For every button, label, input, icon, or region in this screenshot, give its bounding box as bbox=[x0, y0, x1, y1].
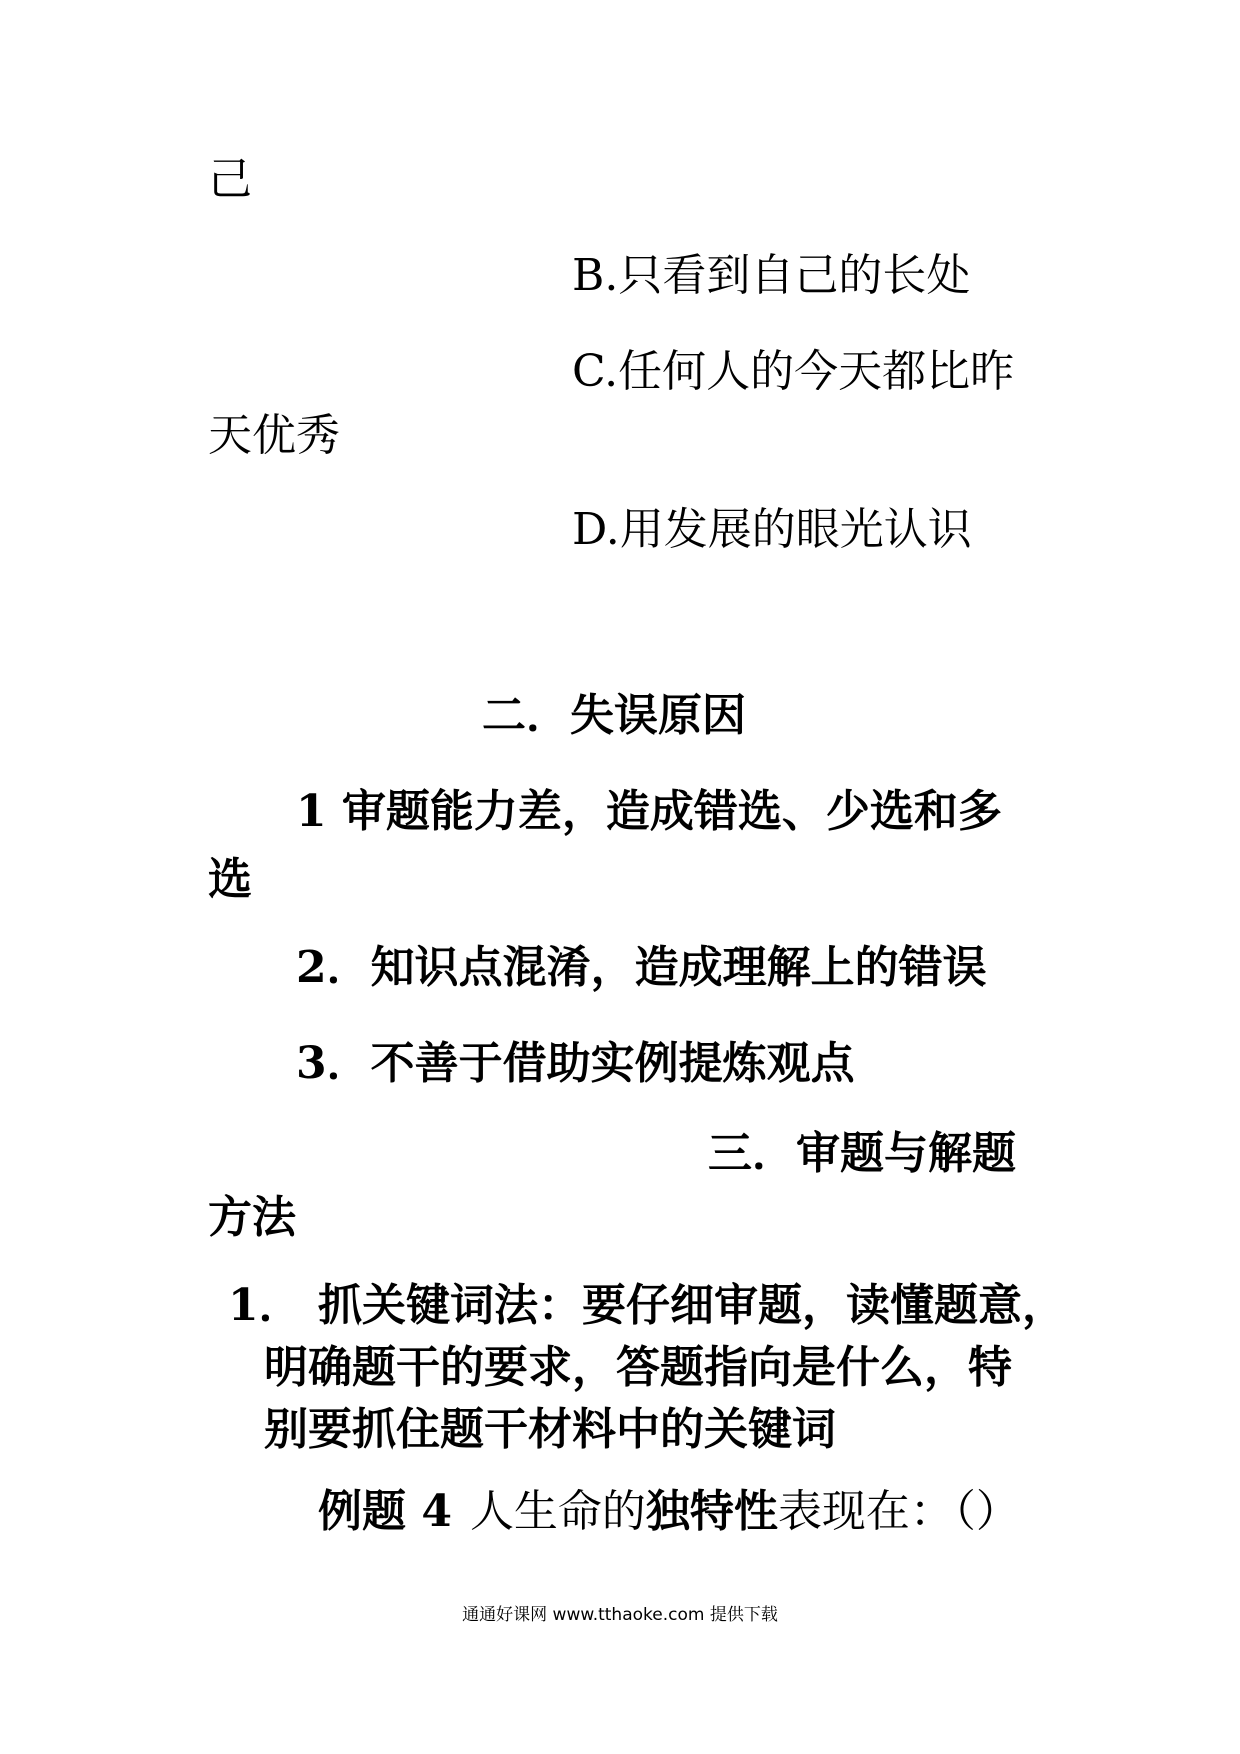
section-heading-methods-start: 三．审题与解题 bbox=[708, 1128, 1016, 1179]
reason-item-3: 3．不善于借助实例提炼观点 bbox=[296, 1038, 855, 1089]
section-heading-reasons: 二．失误原因 bbox=[482, 690, 746, 741]
option-b: B.只看到自己的长处 bbox=[572, 250, 971, 301]
section-heading-methods-tail: 方法 bbox=[208, 1192, 296, 1243]
method-1-line-1: 抓关键词法：要仔细审题，读懂题意， bbox=[318, 1280, 1066, 1331]
example-text-b: 表现在：（） bbox=[777, 1486, 1020, 1537]
example-text-emphasis: 独特性 bbox=[645, 1486, 778, 1537]
option-a-tail: 己 bbox=[208, 154, 252, 205]
reason-item-2: 2．知识点混淆，造成理解上的错误 bbox=[296, 942, 987, 993]
option-c-start: C.任何人的今天都比昨 bbox=[572, 346, 1015, 397]
reason-item-1-start: 1 审题能力差，造成错选、少选和多 bbox=[296, 786, 1002, 837]
method-1-line-3: 别要抓住题干材料中的关键词 bbox=[264, 1404, 836, 1455]
reason-item-1-tail: 选 bbox=[208, 854, 252, 905]
page-footer: 通通好课网 www.tthaoke.com 提供下载 bbox=[462, 1605, 778, 1625]
option-c-tail: 天优秀 bbox=[208, 410, 340, 461]
method-1-line-2: 明确题干的要求，答题指向是什么，特 bbox=[264, 1342, 1012, 1393]
option-d: D.用发展的眼光认识 bbox=[572, 504, 972, 555]
example-label: 例题 4 bbox=[318, 1486, 452, 1537]
example-question bbox=[318, 1486, 1020, 1537]
example-text-a: 人生命的 bbox=[469, 1486, 646, 1537]
method-1-number: 1． bbox=[228, 1280, 303, 1331]
